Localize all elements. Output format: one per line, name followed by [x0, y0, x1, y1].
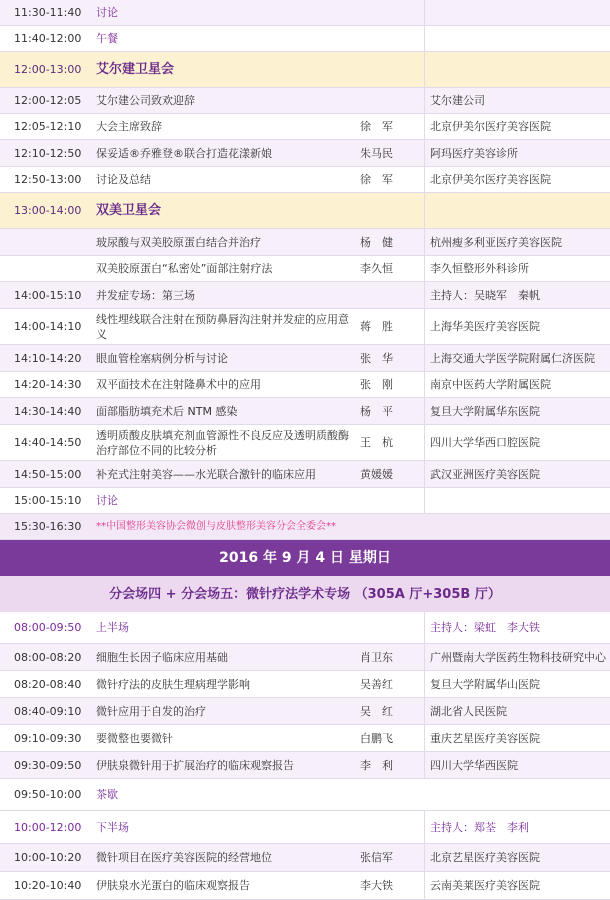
row-speaker: 徐 军	[360, 120, 393, 133]
row-time: 09:50-10:00	[14, 788, 82, 801]
row-time: 09:10-09:30	[14, 731, 82, 745]
row-title: 上半场	[96, 621, 129, 634]
row-org: 北京艺星医疗美容医院	[430, 851, 540, 864]
row-org: 北京伊美尔医疗美容医院	[430, 173, 551, 186]
row-speaker: 吴善红	[360, 677, 393, 691]
session-time: 12:00-13:00	[14, 63, 82, 76]
schedule-row	[0, 752, 610, 779]
row-title: 线性埋线联合注射在预防鼻唇沟注射并发症的应用意义	[96, 312, 349, 341]
session-title: 双美卫星会	[96, 203, 162, 218]
session-header	[0, 52, 610, 88]
row-time: 08:40-09:10	[14, 704, 82, 718]
row-time: 11:40-12:00	[14, 32, 82, 45]
schedule-row	[0, 398, 610, 425]
date-header-bar	[0, 540, 610, 576]
row-time: 14:30-14:40	[14, 404, 82, 418]
row-speaker	[360, 88, 424, 113]
schedule-row	[0, 872, 610, 900]
schedule-row	[0, 461, 610, 488]
schedule-row	[0, 0, 610, 26]
row-speaker: 蒋 胜	[360, 320, 393, 333]
row-speaker: 杨 平	[360, 404, 393, 418]
row-title: 玻尿酸与双美胶原蛋白结合并治疗	[96, 235, 261, 249]
row-time: 11:30-11:40	[14, 6, 82, 19]
date-header: 2016 年 9 月 4 日 星期日	[219, 549, 391, 566]
row-speaker: 白鹏飞	[360, 731, 393, 745]
schedule-row	[0, 425, 610, 461]
schedule-row	[0, 345, 610, 372]
schedule-row	[0, 256, 610, 282]
row-time: 14:40-14:50	[14, 436, 82, 449]
row-speaker: 杨 健	[360, 235, 393, 249]
row-title: 面部脂肪填充术后 NTM 感染	[96, 404, 238, 418]
row-org: 艾尔建公司	[430, 94, 485, 107]
committee-notice: **中国整形美容协会微创与皮肤整形美容分会全委会**	[96, 521, 336, 532]
row-time: 14:10-14:20	[14, 351, 82, 365]
row-time: 08:00-08:20	[14, 650, 82, 664]
row-org: 主持人：郑荃 李利	[430, 820, 529, 834]
row-time	[14, 229, 94, 255]
session-time: 13:00-14:00	[14, 204, 82, 217]
schedule-row	[0, 26, 610, 52]
row-title: 讨论	[96, 6, 118, 19]
schedule-row	[0, 671, 610, 698]
schedule-row	[0, 725, 610, 752]
row-title: 双平面技术在注射隆鼻术中的应用	[96, 378, 261, 391]
row-speaker: 肖卫东	[360, 650, 393, 664]
row-title: 午餐	[96, 32, 118, 45]
row-time: 15:00-15:10	[14, 494, 82, 507]
row-org: 南京中医药大学附属医院	[430, 378, 551, 391]
schedule-row	[0, 698, 610, 725]
row-title: 眼血管栓塞病例分析与讨论	[96, 351, 228, 365]
session-header	[0, 193, 610, 229]
row-speaker: 李久恒	[360, 262, 393, 275]
row-title: 讨论及总结	[96, 173, 151, 186]
schedule-row	[0, 488, 610, 514]
row-time: 12:05-12:10	[14, 120, 82, 133]
row-title: 讨论	[96, 494, 118, 507]
row-time: 12:10-12:50	[14, 146, 82, 160]
row-org: 北京伊美尔医疗美容医院	[430, 120, 551, 133]
row-title: 细胞生长因子临床应用基础	[96, 650, 228, 664]
row-time: 14:50-15:00	[14, 467, 82, 481]
schedule-row	[0, 282, 610, 309]
row-org: 主持人：梁虹 李大铁	[430, 621, 540, 634]
row-speaker: 徐 军	[360, 173, 393, 186]
schedule-row	[0, 844, 610, 872]
schedule-row	[0, 372, 610, 398]
row-time: 09:30-09:50	[14, 758, 82, 772]
row-org: 重庆艺星医疗美容医院	[430, 731, 540, 745]
row-title: 双美胶原蛋白“私密处”面部注射疗法	[96, 262, 273, 275]
row-org: 上海交通大学医学院附属仁济医院	[430, 351, 595, 365]
row-time: 08:20-08:40	[14, 677, 82, 691]
row-title: 下半场	[96, 820, 129, 834]
schedule-row	[0, 779, 610, 811]
row-time: 08:00-09:50	[14, 621, 82, 634]
schedule-row	[0, 167, 610, 193]
row-time: 10:00-10:20	[14, 851, 82, 864]
row-org: 四川大学华西口腔医院	[430, 436, 540, 449]
venue-header: 分会场四 + 分会场五：微针疗法学术专场 （305A 厅+305B 厅）	[109, 586, 501, 602]
committee-notice-row	[0, 514, 610, 540]
row-speaker: 李大铁	[360, 879, 393, 892]
row-title: 微针疗法的皮肤生理病理学影响	[96, 677, 250, 691]
row-org: 四川大学华西医院	[430, 758, 518, 772]
row-speaker: 王 杭	[360, 436, 393, 449]
row-title: 并发症专场：第三场	[96, 288, 195, 302]
row-title: 透明质酸皮肤填充剂血管源性不良反应及透明质酸酶治疗部位不同的比较分析	[96, 428, 349, 457]
row-title: 大会主席致辞	[96, 120, 162, 133]
row-title: 伊肤泉水光蛋白的临床观察报告	[96, 879, 250, 892]
row-speaker: 黄媛媛	[360, 467, 393, 481]
row-org: 阿玛医疗美容诊所	[430, 146, 518, 160]
schedule-row	[0, 229, 610, 256]
row-org: 李久恒整形外科诊所	[430, 262, 529, 275]
row-speaker: 朱马民	[360, 146, 393, 160]
row-org: 主持人：吴晓军 秦帆	[430, 288, 540, 302]
row-title: 要微整也要微针	[96, 731, 173, 745]
row-title: 微针项目在医疗美容医院的经营地位	[96, 851, 272, 864]
half-session-row	[0, 612, 610, 644]
row-org: 广州暨南大学医药生物科技研究中心	[430, 650, 606, 664]
schedule-row	[0, 140, 610, 167]
venue-header-bar	[0, 576, 610, 612]
row-time: 14:20-14:30	[14, 378, 82, 391]
row-title: 艾尔建公司致欢迎辞	[96, 94, 195, 107]
schedule-row	[0, 644, 610, 671]
half-session-row	[0, 811, 610, 844]
row-title: 补充式注射美容——水光联合激针的临床应用	[96, 467, 316, 481]
schedule-row	[0, 114, 610, 140]
row-org: 湖北省人民医院	[430, 704, 507, 718]
row-title: 茶歇	[96, 788, 118, 801]
row-title: 保妥适®乔雅登®联合打造花漾新娘	[96, 146, 272, 160]
row-time: 12:50-13:00	[14, 173, 82, 186]
row-org: 杭州瘦多利亚医疗美容医院	[430, 235, 562, 249]
row-speaker: 张信军	[360, 851, 393, 864]
row-time: 12:00-12:05	[14, 94, 82, 107]
schedule-row	[0, 88, 610, 114]
row-org: 上海华美医疗美容医院	[430, 320, 540, 333]
session-title: 艾尔建卫星会	[96, 62, 175, 77]
row-org: 云南美莱医疗美容医院	[430, 879, 540, 892]
row-speaker: 张 刚	[360, 378, 393, 391]
row-time: 10:20-10:40	[14, 879, 82, 892]
row-speaker: 张 华	[360, 351, 393, 365]
row-title: 伊肤泉微针用于扩展治疗的临床观察报告	[96, 758, 294, 772]
row-org: 武汉亚洲医疗美容医院	[430, 467, 540, 481]
row-time: 15:30-16:30	[14, 520, 82, 533]
row-time: 14:00-14:10	[14, 320, 82, 333]
row-speaker: 李 利	[360, 758, 393, 772]
row-org: 复旦大学附属华东医院	[430, 404, 540, 418]
schedule-row	[0, 309, 610, 345]
row-time	[14, 256, 94, 281]
row-time: 14:00-15:10	[14, 288, 82, 302]
row-time: 10:00-12:00	[14, 820, 82, 834]
row-org: 复旦大学附属华山医院	[430, 677, 540, 691]
row-speaker: 吴 红	[360, 704, 393, 718]
row-title: 微针应用于自发的治疗	[96, 704, 206, 718]
